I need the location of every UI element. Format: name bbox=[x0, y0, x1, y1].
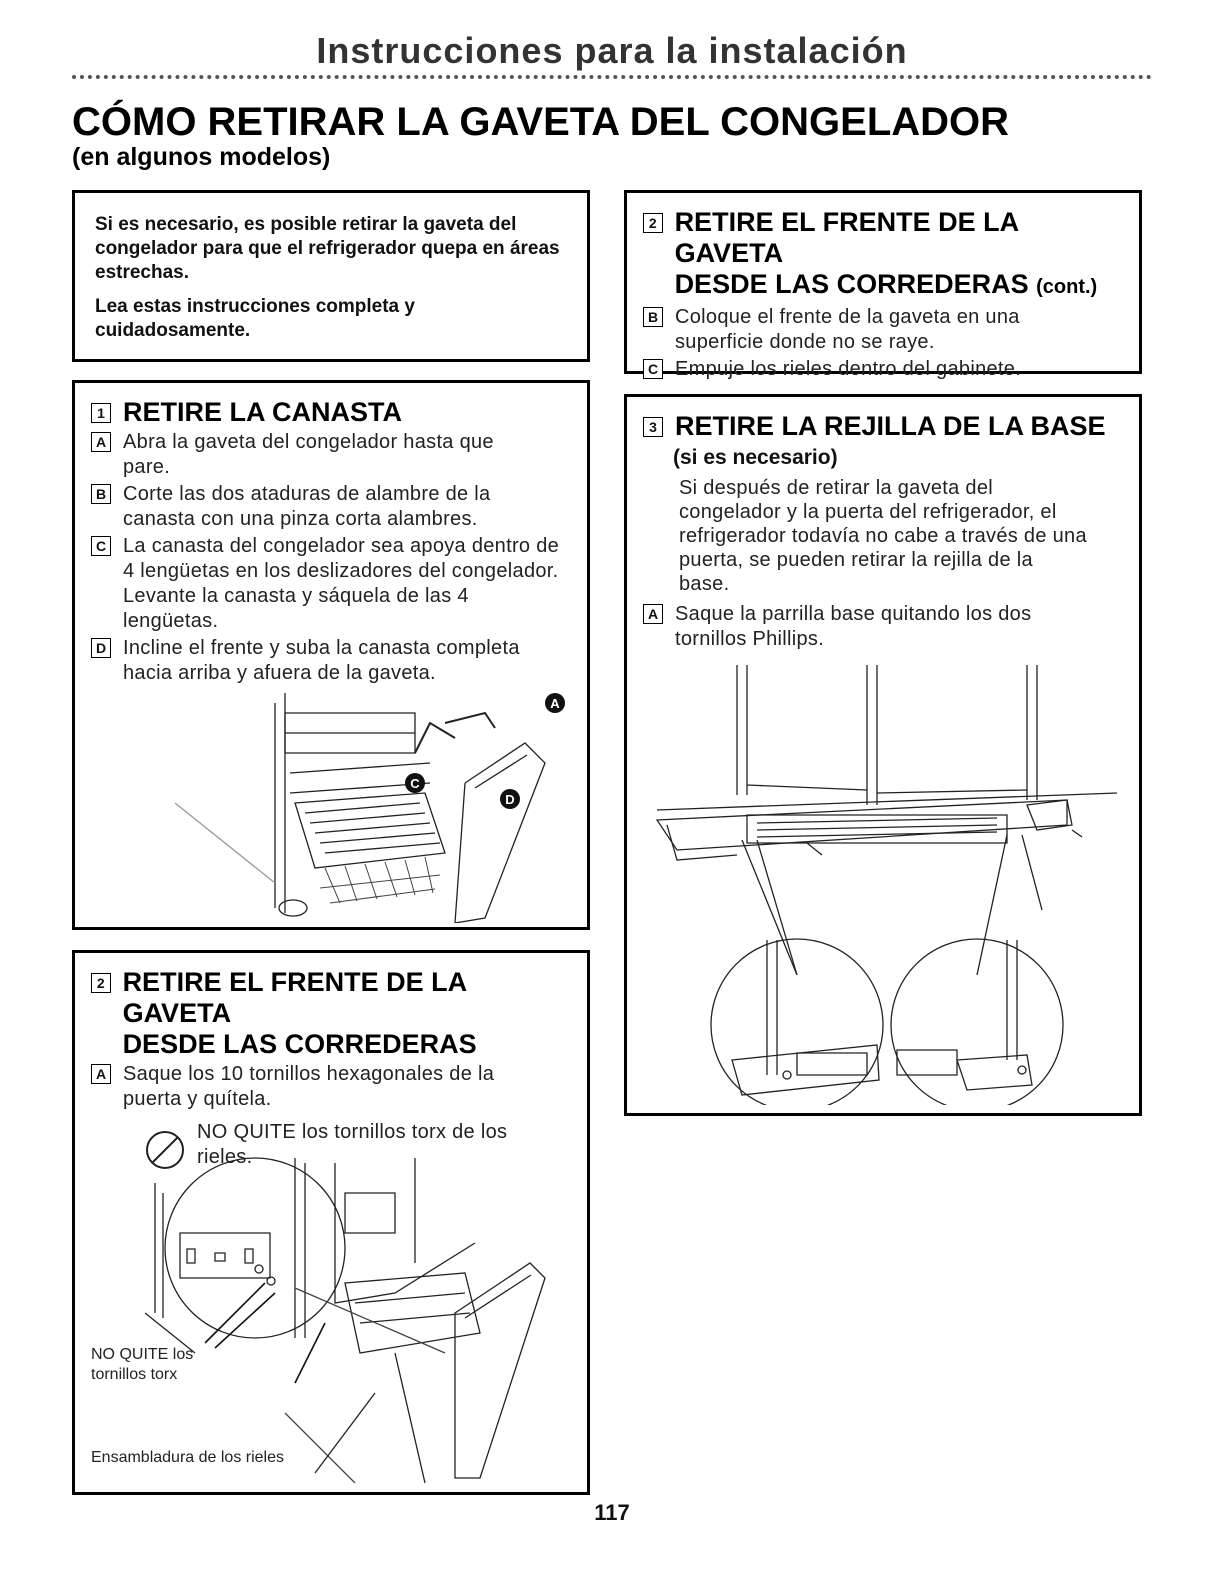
torx-caption: NO QUITE los tornillos torx bbox=[91, 1346, 194, 1383]
step-item bbox=[91, 482, 571, 532]
intro-note: Lea estas instrucciones completa y cuidadosamente. bbox=[95, 296, 415, 341]
section-remove-drawer-front-cont bbox=[624, 190, 1142, 380]
step-number-badge: 2 bbox=[643, 213, 663, 233]
step-item bbox=[643, 357, 1123, 382]
intro-text: Si es necesario, es posible retirar la gaveta del congelador para que el refrigerador quepa en áreas estrechas. bbox=[95, 214, 560, 283]
rail-assembly-caption: Ensambladura de los rieles bbox=[91, 1449, 284, 1466]
section-remove-basket bbox=[72, 380, 590, 930]
step-number-badge: 1 bbox=[91, 403, 111, 423]
step-letter-badge: A bbox=[91, 1064, 111, 1084]
step-item bbox=[643, 305, 1123, 355]
section-2-header bbox=[91, 967, 571, 1060]
page-title: CÓMO RETIRAR LA GAVETA DEL CONGELADOR bbox=[72, 100, 1010, 144]
section-1-title: RETIRE LA CANASTA bbox=[123, 397, 402, 427]
section-remove-drawer-front bbox=[72, 950, 590, 1495]
step-text: Empuje los rieles dentro del gabinete. bbox=[675, 358, 1022, 380]
section-2cont-header bbox=[643, 207, 1123, 303]
section-2-title: RETIRE EL FRENTE DE LA GAVETA bbox=[122, 967, 467, 1028]
running-header: Instrucciones para la instalación bbox=[316, 30, 908, 71]
step-text: Coloque el frente de la gaveta en una superficie donde no se raye. bbox=[675, 306, 1020, 353]
callout-label: C bbox=[410, 776, 420, 791]
callout-d bbox=[500, 789, 520, 809]
step-letter-badge: C bbox=[643, 359, 663, 379]
callout-label: A bbox=[550, 696, 560, 711]
section-2cont-title: RETIRE EL FRENTE DE LA GAVETA bbox=[674, 207, 1019, 268]
page-number: 117 bbox=[594, 1500, 630, 1525]
page-subtitle: (en algunos modelos) bbox=[72, 143, 331, 171]
continued-label: (cont.) bbox=[1036, 276, 1098, 298]
section-1-header bbox=[91, 397, 571, 428]
step-item bbox=[91, 534, 571, 634]
step-text: Abra la gaveta del congelador hasta que pare. bbox=[123, 431, 494, 478]
step-letter-badge: B bbox=[643, 307, 663, 327]
step-text: Saque la parrilla base quitando los dos tornillos Phillips. bbox=[675, 603, 1032, 650]
step-letter-badge: B bbox=[91, 484, 111, 504]
step-letter-badge: A bbox=[91, 432, 111, 452]
step-text: Saque los 10 tornillos hexagonales de la puerta y quítela. bbox=[123, 1063, 495, 1110]
callout-label: D bbox=[505, 792, 515, 807]
section-3-title: RETIRE LA REJILLA DE LA BASE bbox=[675, 411, 1106, 441]
warning-text: NO QUITE los tornillos torx de los rieles. bbox=[197, 1121, 508, 1168]
rail-assembly-illustration bbox=[135, 1153, 575, 1483]
header-divider bbox=[72, 75, 1152, 79]
step-letter-badge: C bbox=[91, 536, 111, 556]
step-item bbox=[91, 636, 571, 686]
section-3-subtitle: (si es necesario) bbox=[673, 446, 838, 469]
section-remove-base-grille bbox=[624, 394, 1142, 1116]
step-number-badge: 2 bbox=[91, 973, 111, 993]
step-item bbox=[91, 430, 571, 480]
callout-c bbox=[405, 773, 425, 793]
step-item bbox=[91, 1062, 571, 1112]
section-3-paragraph: Si después de retirar la gaveta del congelador y la puerta del refrigerador, el refrigerador todavía no cabe a través de una puerta, se pueden retirar la rejilla de la base. bbox=[679, 477, 1087, 595]
section-2cont-title-text: DESDE LAS CORREDERAS bbox=[674, 269, 1029, 299]
intro-box bbox=[72, 190, 590, 362]
basket-removal-illustration bbox=[165, 683, 585, 923]
step-text: La canasta del congelador sea apoya dentro de 4 lengüetas en los deslizadores del congelador. Levante la canasta y sáquela de las 4 lengüetas. bbox=[123, 535, 560, 632]
callout-a bbox=[545, 693, 565, 713]
section-2cont-title-line2 bbox=[675, 269, 1123, 303]
section-3-header bbox=[643, 411, 1123, 442]
base-grille-illustration bbox=[647, 665, 1117, 1105]
step-text: Incline el frente y suba la canasta completa hacia arriba y afuera de la gaveta. bbox=[123, 637, 520, 684]
step-letter-badge: A bbox=[643, 604, 663, 624]
section-2-title-line2: DESDE LAS CORREDERAS bbox=[122, 1029, 477, 1059]
step-number-badge: 3 bbox=[643, 417, 663, 437]
step-text: Corte las dos ataduras de alambre de la canasta con una pinza corta alambres. bbox=[123, 483, 491, 530]
step-letter-badge: D bbox=[91, 638, 111, 658]
step-item bbox=[643, 602, 1123, 652]
